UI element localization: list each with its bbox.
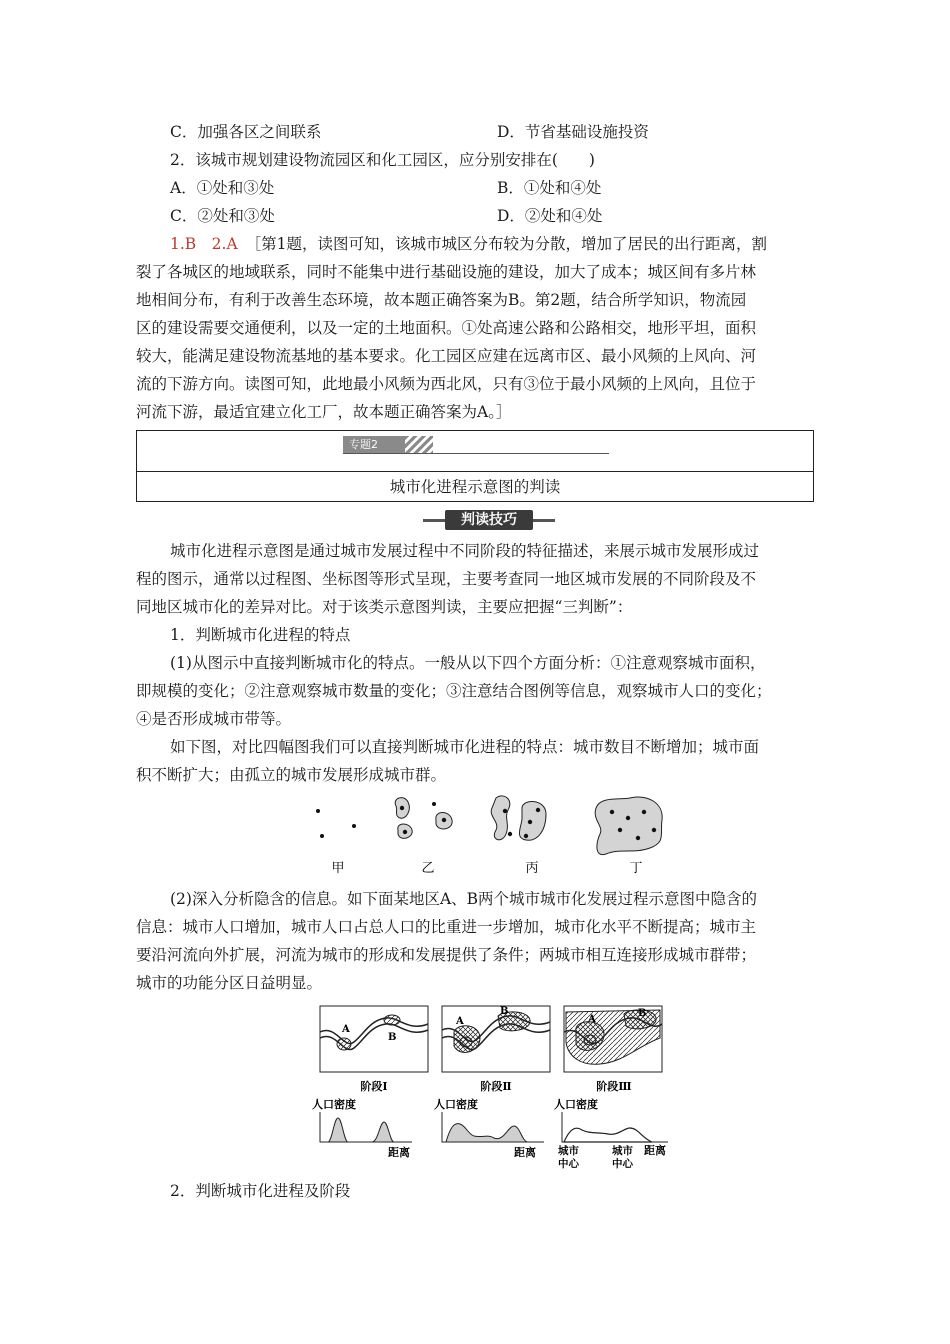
answer-first-line	[170, 234, 767, 254]
heading-1: 1．判断城市化进程的特点	[170, 626, 351, 644]
answer-line: ［第1题，读图可知，该城市城区分布较为分散，增加了居民的出行距离，割	[245, 235, 768, 253]
topic-box-divider	[137, 471, 813, 472]
stage-1-label: 阶段Ⅰ	[360, 1080, 388, 1093]
stage-2-label: 阶段Ⅱ	[480, 1080, 512, 1093]
skill-header-bar-left	[423, 519, 445, 522]
answer-line: 较大，能满足建设物流基地的基本要求。化工园区应建在远离市区、最小风频的上风向、河	[136, 347, 757, 365]
stage-3-label: 阶段Ⅲ	[596, 1080, 632, 1093]
urbanization-stages-figure	[308, 1002, 678, 1174]
center-b-line-2: 中心	[612, 1158, 633, 1170]
density-chart-1-xlabel: 距离	[388, 1146, 410, 1159]
stage-3-city-a: A	[588, 1014, 596, 1025]
q2-option-d: D．②处和④处	[497, 207, 603, 225]
q1-option-c: C．加强各区之间联系	[170, 123, 322, 141]
panel-ding	[595, 797, 662, 855]
answer-line: 地相间分布，有利于改善生态环境，故本题正确答案为B。第2题，结合所学知识，物流园	[136, 291, 747, 309]
para-3-line: 信息：城市人口增加，城市人口占总人口的比重进一步增加，城市化水平不断提高；城市主	[136, 918, 757, 936]
panel-bing	[491, 796, 546, 840]
para-2-line: 积不断扩大；由孤立的城市发展形成城市群。	[136, 766, 447, 784]
stage-1-city-b: B	[388, 1032, 397, 1043]
density-chart-3-center-b	[612, 1144, 633, 1170]
stage-1-city-a: A	[342, 1024, 350, 1035]
answer-line: 河流下游，最适宜建立化工厂，故本题正确答案为A。］	[136, 403, 512, 421]
density-chart-2	[434, 1097, 544, 1159]
label-bing: 丙	[525, 861, 539, 876]
density-chart-3-center-a	[558, 1144, 579, 1170]
topic-box	[136, 430, 814, 502]
density-chart-3-xlabel: 距离	[644, 1144, 666, 1157]
para-3-line: (2)深入分析隐含的信息。如下面某地区A、B两个城市城市化发展过程示意图中隐含的	[170, 890, 758, 908]
q2-option-a: A．①处和③处	[170, 179, 275, 197]
topic-tag-stripe	[405, 436, 433, 453]
intro-line: 城市化进程示意图是通过城市发展过程中不同阶段的特征描述，来展示城市发展形成过	[170, 542, 760, 560]
panel-jia	[316, 809, 356, 838]
stage-3-city-b: B	[638, 1008, 647, 1019]
intro-line: 同地区城市化的差异对比。对于该类示意图判读，主要应把握“三判断”：	[136, 598, 633, 616]
density-chart-3-ylabel: 人口密度	[554, 1098, 598, 1111]
para-3-line: 城市的功能分区日益明显。	[136, 974, 323, 992]
para-1-line: (1)从图示中直接判断城市化的特点。一般从以下四个方面分析：①注意观察城市面积，	[170, 654, 766, 672]
para-3-line: 要沿河流向外扩展，河流为城市的形成和发展提供了条件；两城市相互连接形成城市群带；	[136, 946, 757, 964]
label-jia: 甲	[331, 861, 345, 876]
density-chart-1	[312, 1097, 412, 1159]
density-chart-1-ylabel: 人口密度	[312, 1098, 356, 1111]
para-2-line: 如下图，对比四幅图我们可以直接判断城市化进程的特点：城市数目不断增加；城市面	[170, 738, 760, 756]
stage-2-city-a: A	[456, 1016, 464, 1027]
stage-2-map	[442, 1006, 550, 1072]
center-b-line-1: 城市	[612, 1145, 633, 1157]
q2-option-c: C．②处和③处	[170, 207, 275, 225]
intro-line: 程的图示，通常以过程图、坐标图等形式呈现，主要考查同一地区城市发展的不同阶段及不	[136, 570, 757, 588]
q1-option-d: D．节省基础设施投资	[497, 123, 649, 141]
skill-header-label: 判读技巧	[445, 510, 533, 530]
stage-1-map	[320, 1006, 428, 1072]
label-ding: 丁	[629, 861, 643, 876]
para-1-line: 即规模的变化；②注意观察城市数量的变化；③注意结合图例等信息，观察城市人口的变化；	[136, 682, 772, 700]
answer-line: 流的下游方向。读图可知，此地最小风频为西北风，只有③位于最小风频的上风向，且位于	[136, 375, 757, 393]
q2-option-b: B．①处和④处	[497, 179, 602, 197]
city-growth-figure	[300, 790, 680, 880]
answer-line: 区的建设需要交通便利，以及一定的土地面积。①处高速公路和公路相交，地形平坦，面积	[136, 319, 757, 337]
stage-2-city-b: B	[500, 1006, 509, 1017]
center-a-line-2: 中心	[558, 1158, 579, 1170]
skill-header	[423, 510, 555, 530]
skill-header-bar-right	[533, 519, 555, 522]
density-chart-2-xlabel: 距离	[514, 1146, 536, 1159]
topic-tag-underline	[343, 453, 609, 454]
para-1-line: ④是否形成城市带等。	[136, 710, 292, 728]
density-chart-2-ylabel: 人口密度	[434, 1098, 478, 1111]
center-a-line-1: 城市	[558, 1145, 579, 1157]
label-yi: 乙	[421, 861, 435, 876]
panel-yi	[395, 798, 452, 839]
density-chart-3	[554, 1097, 668, 1170]
answer-key: 1.B 2.A	[170, 235, 238, 253]
topic-tag: 专题2	[343, 436, 405, 453]
answer-line: 裂了各城区的地域联系，同时不能集中进行基础设施的建设，加大了成本；城区间有多片林	[136, 263, 757, 281]
heading-2: 2．判断城市化进程及阶段	[170, 1182, 351, 1200]
stage-3-map	[564, 1006, 662, 1072]
q2-stem: 2．该城市规划建设物流园区和化工园区，应分别安排在( )	[170, 151, 595, 169]
topic-title: 城市化进程示意图的判读	[389, 478, 561, 496]
